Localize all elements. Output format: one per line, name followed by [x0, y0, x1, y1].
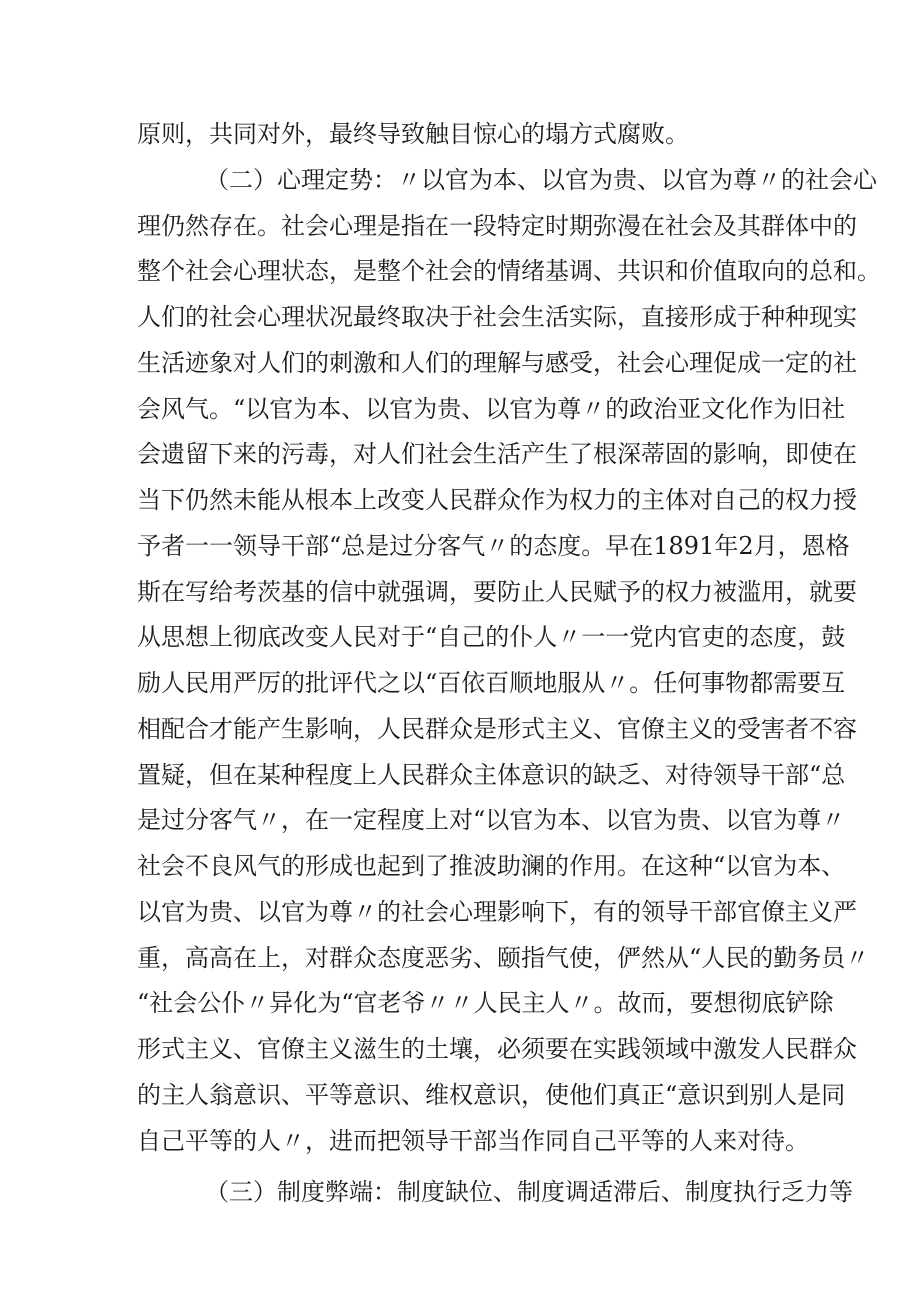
text-line: 会风气。“以官为本、以官为贵、以官为尊〃的政治亚文化作为旧社 — [137, 394, 846, 423]
text-line: 人们的社会心理状况最终取决于社会生活实际，直接形成于种种现实 — [137, 303, 857, 331]
text-line: 斯在写给考茨基的信中就强调，要防止人民赋予的权力被滥用，就要 — [137, 577, 857, 606]
text-line: “社会公仆〃异化为“官老爷〃〃人民主人〃。故而，要想彻底铲除 — [137, 989, 834, 1018]
text-line: 置疑，但在某种程度上人民群众主体意识的缺乏、对待领导干部“总 — [137, 760, 846, 789]
paragraph-section-3 — [137, 1170, 853, 1216]
text-line: 形式主义、官僚主义滋生的土壤，必须要在实践领域中激发人民群众 — [137, 1035, 857, 1063]
section-heading-line: （三）制度弊端：制度缺位、制度调适滞后、制度执行乏力等 — [205, 1178, 853, 1207]
text-line: 整个社会心理状态，是整个社会的情绪基调、共识和价值取向的总和。 — [137, 257, 881, 286]
text-line: 是过分客气〃，在一定程度上对“以官为本、以官为贵、以官为尊〃 — [137, 806, 846, 835]
text-line: 当下仍然未能从根本上改变人民群众作为权力的主体对自己的权力授 — [137, 486, 857, 514]
text-line: 从思想上彻底改变人民对于“自己的仆人〃一一党内官吏的态度，鼓 — [137, 623, 846, 652]
text-line: 会遗留下来的污毒，对人们社会生活产生了根深蒂固的影响，即使在 — [137, 440, 857, 469]
text-line: 以官为贵、以官为尊〃的社会心理影响下，有的领导干部官僚主义严 — [137, 897, 857, 926]
text-line: 励人民用严厉的批评代之以“百依百顺地服从〃。任何事物都需要互 — [137, 669, 846, 697]
text-line: 生活迹象对人们的刺激和人们的理解与感受，社会心理促成一定的社 — [137, 348, 857, 377]
text-line: 自己平等的人〃，进而把领导干部当作同自己平等的人来对待。 — [137, 1126, 809, 1155]
paragraph-section-2 — [137, 158, 881, 1165]
section-heading-line: （二）心理定势：〃以官为本、以官为贵、以官为尊〃的社会心 — [205, 165, 877, 194]
text-line: 相配合才能产生影响，人民群众是形式主义、官僚主义的受害者不容 — [137, 714, 857, 743]
text-line: 的主人翁意识、平等意识、维权意识，使他们真正“意识到别人是同 — [137, 1080, 846, 1109]
text-line: 重，高高在上，对群众态度恶劣、颐指气使，俨然从“人民的勤务员〃 — [137, 943, 870, 972]
document-body — [137, 112, 881, 1216]
text-line: 社会不良风气的形成也起到了推波助澜的作用。在这种“以官为本、 — [137, 852, 846, 880]
paragraph — [137, 112, 787, 158]
text-line: 予者一一领导干部“总是过分客气〃的态度。早在1891年2月，恩格 — [137, 531, 850, 560]
text-line: 原则，共同对外，最终导致触目惊心的塌方式腐败。 — [137, 120, 689, 148]
text-line: 理仍然存在。社会心理是指在一段特定时期弥漫在社会及其群体中的 — [137, 211, 857, 240]
